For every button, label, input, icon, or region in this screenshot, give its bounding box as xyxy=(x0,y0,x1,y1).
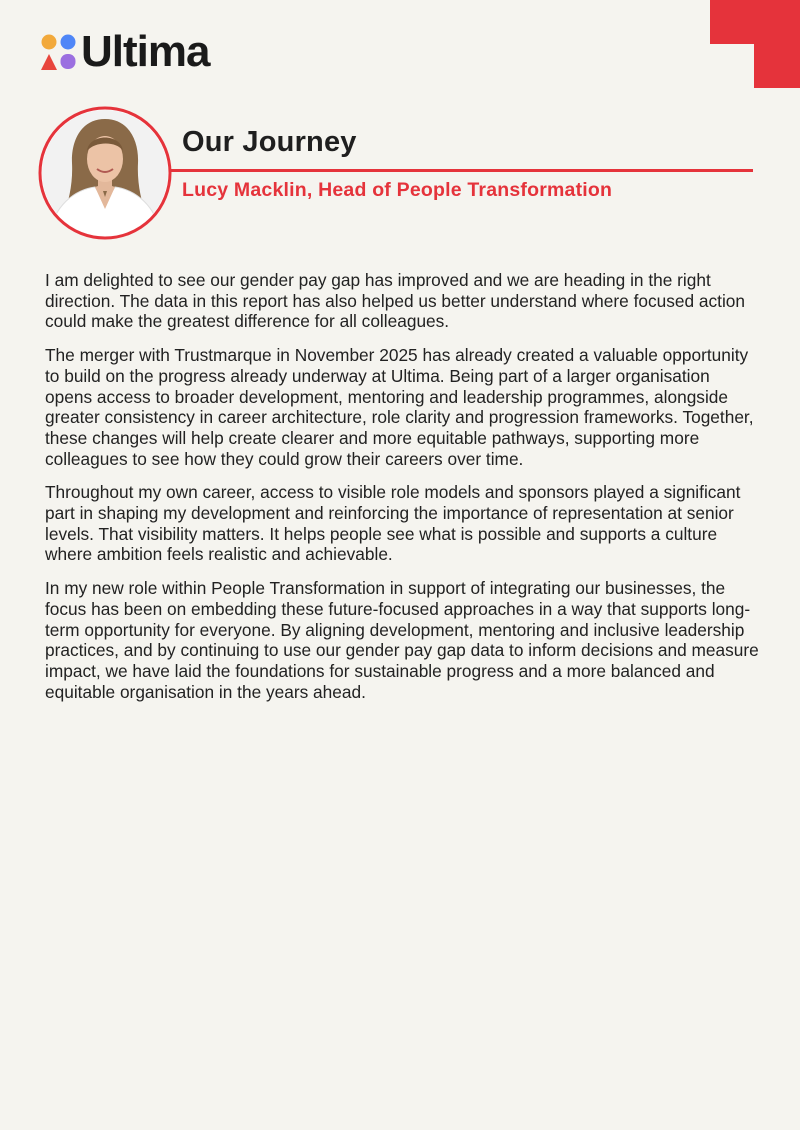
author-byline: Lucy Macklin, Head of People Transformation xyxy=(182,179,613,201)
body-paragraph: I am delighted to see our gender pay gap has improved and we are heading in the right direction. The data in this report has also helped us better understand where focused action could make the greatest difference for all colleagues. xyxy=(45,270,746,332)
person-portrait-icon xyxy=(37,105,173,241)
corner-accent-shape xyxy=(710,0,800,88)
letter-body xyxy=(45,270,760,715)
brand-name: Ultima xyxy=(81,27,210,76)
ultima-logo xyxy=(40,27,210,76)
heading-divider xyxy=(171,169,753,172)
ultima-shapes-logo-icon xyxy=(40,32,78,72)
body-paragraph: In my new role within People Transformation in support of integrating our businesses, the focus has been on embedding these future-focused approaches in a way that supports long-term opportunity for everyone. By aligning development, mentoring and inclusive leadership practices, and by continuing to use our gender pay gap data to inform decisions and measure impact, we have laid the foundations for sustainable progress and a more balanced and equitable organisation in the years ahead. xyxy=(45,578,759,702)
page-title: Our Journey xyxy=(182,126,357,158)
body-paragraph: Throughout my own career, access to visible role models and sponsors played a significant part in shaping my development and reinforcing the importance of representation at senior levels. That visibility matters. It helps people see what is possible and supports a culture where ambition feels realistic and achievable. xyxy=(45,482,741,565)
body-paragraph: The merger with Trustmarque in November 2025 has already created a valuable opportunity to build on the progress already underway at Ultima. Being part of a larger organisation opens access to broader development, mentoring and leadership programmes, alongside greater consistency in career architecture, role clarity and progression frameworks. Together, these changes will help create clearer and more equitable pathways, supporting more colleagues to see how they could grow their careers over time. xyxy=(45,345,754,469)
